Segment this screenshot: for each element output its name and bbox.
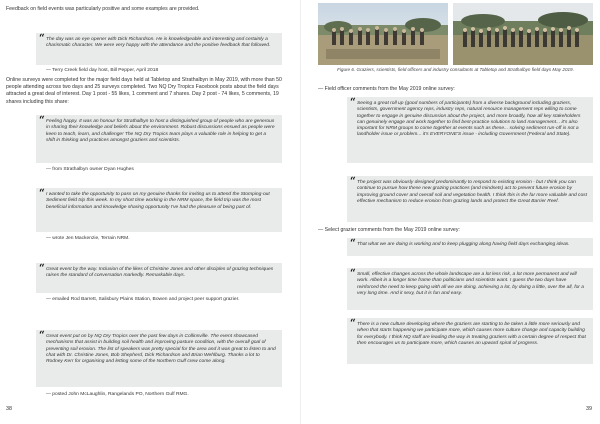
quote-mark-icon: “: [39, 115, 45, 126]
quote-mark-icon: “: [39, 188, 45, 199]
field-officer-heading: — Field officer comments from the May 2019 online survey:: [318, 86, 455, 92]
quote-attribution-4: — emailed Rod Barrett, Salisbury Plains Station, Bowen and project peer support grazier.: [46, 297, 240, 302]
quote-mark-icon: “: [350, 318, 356, 329]
grazier-heading: — Select grazier comments from the May 2019 online survey:: [318, 227, 460, 233]
quote-text-7: The project was obviously designed predominantly to respond to existing erosion - but I think you can continue to pursue how these new grazing practices (and mindsets) act to prevent future erosion by improving ground cover and overall soil and vegetation health. I think this is the far more valuable and cost effective mechanism to reduce erosion from grazing lands and protect the Great Barrier Reef.: [357, 180, 587, 204]
page-number-right: 39: [586, 406, 592, 412]
field-day-photo-2: [453, 3, 593, 65]
quote-block-1: [36, 33, 282, 65]
quote-block-3: [36, 188, 282, 232]
quote-mark-icon: “: [350, 97, 356, 108]
quote-text-10: There is a new culture developing where the graziers are starting to be taken a little more seriously and when that starts happening we participate more, which causes more culture change and capacity building for everybody. I think NQ staff are leading the way in treating graziers with a certain degree of respect that then encourages us to participate more, which causes an upward spiral of progress.: [357, 322, 586, 346]
quote-attribution-2: — from Strathalbyn owner Dyan Hughes: [46, 167, 134, 172]
right-page: [300, 0, 600, 424]
quote-mark-icon: “: [39, 263, 45, 274]
quote-text-3: I wanted to take the opportunity to pass on my genuine thanks for inviting us to attend the Stomping-out Sediment field trip this week. In my short time working in the NRM space, the field trip was the most beneficial information and knowledge sharing opportunity I've had the pleasure of being part of.: [46, 192, 270, 210]
quote-block-8: [347, 238, 593, 256]
quote-text-6: Seeing a great roll up (good numbers of participants) from a diverse background including graziers, scientists, government agency reps, industry reps, natural resource management reps willing to come together to engage in genuine discussion about the project, and more broadly, how all key stakeholders can genuinely engage and work together to find best-practice solutions to land management... it's also important for NRM groups to come together at events such as these... solving sediment run-off is not a landholder issue or problem... it's EVERYONE'S issue - including Government (Federal and State).: [357, 101, 581, 138]
quote-block-7: [347, 176, 593, 222]
quote-block-10: [347, 318, 593, 364]
quote-text-8: That what we are doing is working and to keep plugging along having field days exchanging ideas.: [357, 242, 570, 247]
quote-text-9: Small, effective changes across the whole landscape are a lot less risk, a lot more permanent and will work. Albeit in a longer time frame than politicians and scientists want. I guess the two days have reinforced the need to keep going with all we are doing, achieving a lot, by doing a little, over the all, for a very long time. And it sexy, but it is fun and easy.: [357, 272, 585, 296]
quote-block-9: [347, 268, 593, 310]
quote-text-1: The day was an eye opener with Dick Richardson. He is knowledgeable and interesting and certainly a charismatic character. We were very happy with the attendance and the positive feedback that followed.: [46, 37, 271, 49]
quote-text-2: Feeling happy. It was an honour for Strathalbyn to host a distinguished group of people who are generous in sharing their knowledge and beliefs about the environment. Robust discussions ensued as people were keen to teach, learn, and challenge! The NQ Dry Tropics team plays a valuable role in helping to get a shift in thinking and practices amongst graziers and scientists.: [46, 119, 275, 143]
intro-text: Feedback on field events was particularly positive and some examples are provided.: [6, 6, 200, 12]
survey-paragraph: Online surveys were completed for the major field days held at Tabletop and Strathalbyn in May 2019, with more than 50 people attending across two days and 25 surveys completed. Two NQ Dry Tropics Facebook posts about the field days attracted a great deal of interest. Day 1 post - 55 likes, 1 comment and 7 shares. Day 2 post - 74 likes, 5 comments, 19 shares including this share:: [6, 77, 282, 105]
quote-text-4: Great event by the way. Inclusion of the likes of Christine Jones and other disciples of grazing techniques raises the standard of conversation markedly. Remarkable days.: [46, 267, 274, 279]
quote-block-5: [36, 330, 282, 387]
quote-mark-icon: “: [39, 330, 45, 341]
quote-block-2: [36, 115, 282, 163]
quote-mark-icon: “: [39, 33, 45, 44]
quote-text-5: Great event put on by NQ Dry Tropics over the past few days in Collinsville. The event showcased mechanisms that assist in building soil health and improving pasture condition, with the overall goal of preventing soil erosion. The list of speakers was pretty special for the area and it was great to listen to and chat with Dr. Christine Jones, Bob Shepherd, Dick Richardson and Brian Wehlburg. Thanks a lot to Rodney Kerr for organising and letting some of the Northern Gulf crew come along.: [46, 334, 276, 365]
field-day-photo-1: [318, 3, 448, 65]
page-number-left: 38: [6, 406, 12, 412]
quote-attribution-3: — wrote Jen Mackenzie, Terrain NRM.: [46, 236, 130, 241]
figure-caption: Figure 6. Graziers, scientists, field officers and industry consultants at Tabletop and Strathalbyn field days May 2019.: [337, 67, 574, 72]
quote-block-4: [36, 263, 282, 293]
quote-attribution-5: — posted John McLaughlin, Rangelands PO, Northern Gulf RMG.: [46, 392, 189, 397]
quote-mark-icon: “: [350, 238, 356, 249]
quote-attribution-1: — Terry Creek field day host, Bill Pepper, April 2018: [46, 68, 159, 73]
quote-mark-icon: “: [350, 268, 356, 279]
quote-mark-icon: “: [350, 176, 356, 187]
quote-block-6: [347, 97, 593, 163]
